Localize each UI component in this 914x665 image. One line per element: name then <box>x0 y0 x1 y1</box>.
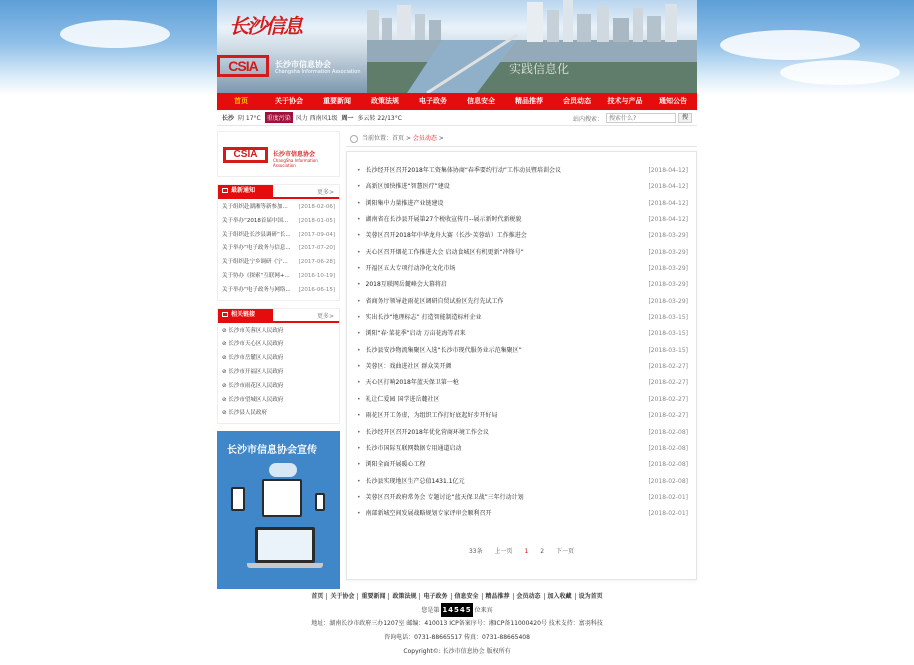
notices-header <box>218 185 339 199</box>
sidebar-logo <box>217 131 340 177</box>
search-button[interactable]: 搜 <box>678 113 692 123</box>
list-item[interactable] <box>222 229 335 243</box>
cloud <box>780 60 900 85</box>
article-title[interactable]: • 省商务厅领导赴雨花区调研自贸试验区先行先试工作 <box>357 294 504 310</box>
links-more-link[interactable]: 更多> <box>316 312 334 320</box>
link-icon: ⊘ 长沙市开福区人民政府 <box>222 368 284 375</box>
footer-link[interactable]: 精品推荐 <box>483 593 514 600</box>
org-name-en: Changsha Information Association <box>275 69 361 75</box>
article-title[interactable]: • 2018互联网岳麓峰会大幕将启 <box>357 277 447 293</box>
article-row[interactable] <box>357 375 688 391</box>
link-text[interactable]: 长沙市天心区人民政府 <box>228 341 284 348</box>
notice-date: [2016-10-19] <box>298 272 335 279</box>
article-date: [2018-03-29] <box>648 265 688 273</box>
footer-copyright: Copyright©: 长沙市信息协会 版权所有 <box>403 648 511 655</box>
cloud-icon <box>269 463 297 477</box>
article-title[interactable]: • 浏阳集中力量推进产业链建设 <box>357 196 444 212</box>
link-icon: ⊘ 长沙市望城区人民政府 <box>222 396 284 403</box>
header-banner <box>217 0 697 93</box>
list-item[interactable] <box>222 242 335 256</box>
nav-item-tech[interactable]: 技术与产品 <box>607 97 643 105</box>
list-item[interactable] <box>222 352 335 366</box>
article-date: [2018-04-12] <box>648 199 688 207</box>
article-title[interactable]: • 开福区五大专项行动净化文化市场 <box>357 261 456 277</box>
phone-icon <box>231 487 245 511</box>
monitor-icon <box>222 188 228 193</box>
article-date: [2018-02-27] <box>648 379 688 387</box>
notice-date: [2018-02-06] <box>298 204 335 210</box>
visitor-count: 14545 <box>441 603 472 617</box>
pager-next[interactable]: 下一页 <box>555 548 574 555</box>
article-title[interactable]: • 南部新城空间发展战略规划专家评审会顺利召开 <box>357 506 492 522</box>
weather-day: 周一 <box>341 115 354 122</box>
article-date: [2018-02-08] <box>648 477 688 485</box>
article-row[interactable] <box>357 343 688 359</box>
links-list <box>218 323 339 424</box>
notices-list <box>218 199 339 300</box>
article-row[interactable] <box>357 441 688 457</box>
article-title[interactable]: • 长沙市国际互联网数据专用通道启动 <box>357 441 462 457</box>
breadcrumb-tail: > <box>436 135 444 142</box>
notice-title[interactable]: 关于组织赴长沙县调研“长... <box>222 231 291 238</box>
footer-link[interactable]: 会员动态 <box>514 593 545 600</box>
article-title[interactable]: • 浏阳全面开展暖心工程 <box>357 457 426 473</box>
footer-link[interactable]: 电子政务 <box>420 593 451 600</box>
cloud <box>720 30 860 60</box>
article-date: [2018-02-27] <box>648 363 688 371</box>
footer-links <box>217 590 697 603</box>
notice-date: [2016-06-15] <box>298 286 335 293</box>
article-date: [2018-03-29] <box>648 281 688 289</box>
article-list-card <box>346 151 697 580</box>
arrow-icon <box>350 135 358 143</box>
article-row[interactable] <box>357 506 688 522</box>
article-row[interactable] <box>357 425 688 441</box>
monitor-icon <box>222 312 228 317</box>
link-icon: ⊘ 长沙市芙蓉区人民政府 <box>222 327 284 334</box>
links-title-text: 相关链接 <box>231 310 256 318</box>
list-item[interactable] <box>222 270 335 284</box>
main-content <box>346 131 697 580</box>
search-input[interactable] <box>606 113 676 123</box>
visitor-prefix: 您是第 <box>421 607 440 614</box>
article-row[interactable] <box>357 163 688 179</box>
list-item[interactable] <box>222 325 335 339</box>
article-title[interactable]: • 雨花区开工务虚，为组织工作打好底起好步开好局 <box>357 408 498 424</box>
notice-title[interactable]: 关于协办《探索“互联网+... <box>222 272 290 279</box>
footer-link[interactable]: 政策法规 <box>389 593 420 600</box>
sidebar-org-name-en: ChangSha Information Association <box>273 158 318 168</box>
laptop-base <box>247 563 323 568</box>
nav-item-security[interactable]: 信息安全 <box>467 97 495 105</box>
footer <box>217 590 697 659</box>
pager-page-2[interactable]: 2 <box>540 548 545 555</box>
footer-link[interactable]: 设为首页 <box>578 593 603 600</box>
article-list <box>347 152 696 523</box>
article-date: [2018-02-08] <box>648 461 688 469</box>
pager-prev[interactable]: 上一页 <box>494 548 513 555</box>
list-item[interactable] <box>222 366 335 380</box>
article-title[interactable]: • 长沙经开区召开2018年工资集体协商“春季要约行动”工作动员暨培训会议 <box>357 163 561 179</box>
article-row[interactable] <box>357 457 688 473</box>
notice-title[interactable]: 关于组织赴宁乡调研《宁... <box>222 259 288 266</box>
footer-link[interactable]: 信息安全 <box>452 593 483 600</box>
links-header <box>218 309 339 323</box>
promo-banner[interactable] <box>217 431 340 589</box>
article-date: [2018-02-08] <box>648 428 688 436</box>
article-title[interactable]: • 礼让仁爱园 国学进岳麓社区 <box>357 392 439 408</box>
nav-item-notices[interactable]: 通知公告 <box>659 97 687 105</box>
article-title[interactable]: • 芙蓉区召开2018年中华龙舟大赛（长沙·芙蓉站）工作推进会 <box>357 228 527 244</box>
article-title[interactable]: • 长沙县实现地区生产总值1431.1亿元 <box>357 474 465 490</box>
nav-item-member-news[interactable]: 会员动态 <box>563 97 591 105</box>
article-row[interactable] <box>357 326 688 342</box>
article-date: [2018-03-29] <box>648 297 688 305</box>
air-quality-badge: 重度污染 <box>265 112 293 123</box>
notices-more-link[interactable]: 更多> <box>316 189 334 196</box>
org-name: 长沙市信息协会 <box>275 60 331 69</box>
weather-wind: 风力 西南风1级 <box>295 115 338 122</box>
footer-link[interactable]: 重要新闻 <box>358 593 389 600</box>
footer-link[interactable]: 首页 <box>308 593 327 600</box>
article-row[interactable] <box>357 277 688 293</box>
article-row[interactable] <box>357 474 688 490</box>
list-item[interactable] <box>222 338 335 352</box>
article-row[interactable] <box>357 179 688 195</box>
weather-condition: 阴 17°C <box>238 115 261 122</box>
pagination <box>347 546 696 555</box>
article-date: [2018-02-08] <box>648 444 688 452</box>
csia-logo-small: CSIA <box>223 147 268 163</box>
list-item[interactable] <box>222 284 335 298</box>
notice-title[interactable]: 关于组织赴湖湘等新参加... <box>222 204 288 210</box>
article-row[interactable] <box>357 294 688 310</box>
notice-title[interactable]: 关于举办“电子政务与网络... <box>222 286 291 293</box>
article-title[interactable]: • 实出长沙“地理标志” 打造智能制造标杆企业 <box>357 310 482 326</box>
article-row[interactable] <box>357 408 688 424</box>
link-icon: ⊘ 长沙市岳麓区人民政府 <box>222 355 284 362</box>
link-icon: ⊘ 长沙市雨花区人民政府 <box>222 382 284 389</box>
weather-city: 长沙 <box>222 115 235 122</box>
sidebar-org-name: 长沙市信息协会 <box>273 151 316 158</box>
sidebar <box>217 131 340 589</box>
notices-title <box>218 185 273 197</box>
notices-title-text: 最新通知 <box>231 187 256 194</box>
weather-forecast: 多云转 22/13°C <box>357 115 402 122</box>
link-text[interactable]: 长沙县人民政府 <box>228 410 267 417</box>
pager-count: 33条 <box>468 548 483 555</box>
site-search <box>573 113 692 123</box>
link-text[interactable]: 长沙市雨花区人民政府 <box>228 382 284 389</box>
article-title[interactable]: • 天心区打响2018年蓝天保卫第一枪 <box>357 375 459 391</box>
main-nav <box>217 93 697 110</box>
list-item[interactable] <box>222 380 335 394</box>
article-row[interactable] <box>357 212 688 228</box>
footer-phone: 咨询电话：0731-88665517 传真：0731-88665408 <box>384 634 530 641</box>
weather-bar <box>217 110 697 126</box>
tablet-icon <box>262 479 302 517</box>
article-title[interactable]: • 长沙经开区召开2018年优化营商环境工作会议 <box>357 425 489 441</box>
footer-link[interactable]: 关于协会 <box>327 593 358 600</box>
notice-title[interactable]: 关于举办“2018首届中国... <box>222 217 289 224</box>
article-row[interactable] <box>357 228 688 244</box>
breadcrumb-prefix: 当前位置： <box>362 135 393 142</box>
nav-item-about[interactable]: 关于协会 <box>275 97 303 105</box>
notice-date: [2018-01-05] <box>298 217 335 224</box>
article-date: [2018-04-12] <box>648 183 688 191</box>
article-row[interactable] <box>357 310 688 326</box>
article-title[interactable]: • 长沙县安沙物流集聚区入选“长沙市现代服务业示范集聚区” <box>357 343 522 359</box>
links-title <box>218 309 273 321</box>
article-title[interactable]: • 浏阳“春·菜花季”启动 万亩花海等君来 <box>357 326 466 342</box>
nav-item-featured[interactable]: 精品推荐 <box>515 97 543 105</box>
notice-date: [2017-06-28] <box>298 259 335 266</box>
breadcrumb-home[interactable]: 首页 <box>392 135 405 142</box>
article-row[interactable] <box>357 245 688 261</box>
article-title[interactable]: • 高新区加快推进“智慧医疗”建设 <box>357 179 450 195</box>
article-date: [2018-02-27] <box>648 395 688 403</box>
nav-item-policy[interactable]: 政策法规 <box>371 97 399 105</box>
article-date: [2018-03-15] <box>648 346 688 354</box>
nav-item-home[interactable]: 首页 <box>234 97 248 105</box>
article-date: [2018-03-29] <box>648 248 688 256</box>
breadcrumb-current[interactable]: 会员动态 <box>412 135 437 142</box>
list-item[interactable] <box>222 256 335 270</box>
links-panel <box>217 308 340 425</box>
csia-logo: CSIA <box>217 55 269 77</box>
article-date: [2018-04-12] <box>648 216 688 224</box>
article-date: [2018-03-15] <box>648 330 688 338</box>
notices-panel <box>217 184 340 301</box>
promo-title: 长沙市信息协会宣传 <box>227 445 317 457</box>
article-row[interactable] <box>357 392 688 408</box>
visitor-counter <box>217 603 697 617</box>
article-title[interactable]: • 芙蓉区召开政府常务会 专题讨论“蓝天保卫战”三年行动计划 <box>357 490 524 506</box>
link-text[interactable]: 长沙市望城区人民政府 <box>228 396 284 403</box>
link-text[interactable]: 长沙市开福区人民政府 <box>228 368 284 375</box>
link-text[interactable]: 长沙市岳麓区人民政府 <box>228 355 284 362</box>
pager-page-1[interactable]: 1 <box>524 548 529 555</box>
phone-icon <box>315 493 325 511</box>
nav-item-news[interactable]: 重要新闻 <box>323 97 351 105</box>
footer-address: 地址：湖南长沙市政府三办1207室 邮编：410013 ICP备案序号：湘ICP备11000420号 技术支持：富羽科技 <box>311 620 603 627</box>
list-item[interactable] <box>222 407 335 421</box>
article-date: [2018-02-01] <box>648 510 688 518</box>
article-date: [2018-02-01] <box>648 493 688 501</box>
footer-link[interactable]: 加入收藏 <box>545 593 576 600</box>
link-icon: ⊘ 长沙县人民政府 <box>222 410 267 417</box>
article-row[interactable] <box>357 196 688 212</box>
list-item[interactable] <box>222 215 335 229</box>
article-date: [2018-04-12] <box>648 167 688 174</box>
article-row[interactable] <box>357 359 688 375</box>
article-date: [2018-03-29] <box>648 232 688 240</box>
link-icon: ⊘ 长沙市天心区人民政府 <box>222 341 284 348</box>
nav-item-egov[interactable]: 电子政务 <box>419 97 447 105</box>
article-row[interactable] <box>357 261 688 277</box>
breadcrumb <box>346 131 697 147</box>
article-title[interactable]: • 天心区召开烟花工作推进大会 启动食城区有机更新“冲锋号” <box>357 245 524 261</box>
notice-date: [2017-07-20] <box>298 245 335 252</box>
visitor-suffix: 位来宾 <box>474 607 493 614</box>
link-text[interactable]: 长沙市芙蓉区人民政府 <box>228 327 284 334</box>
article-title[interactable]: • 芙蓉区：戏曲进社区 群众笑开颜 <box>357 359 451 375</box>
list-item[interactable] <box>222 201 335 215</box>
article-date: [2018-03-15] <box>648 314 688 322</box>
article-row[interactable] <box>357 490 688 506</box>
notice-title[interactable]: 关于举办“电子政务与信息... <box>222 245 291 252</box>
article-title[interactable]: • 湖南省在长沙县开展第27个税收宣传月--展示新时代新税貌 <box>357 212 522 228</box>
calligraphy-logo: 长沙信息 <box>229 14 301 38</box>
slogan: 实践信息化 <box>509 62 570 76</box>
cloud <box>60 20 170 48</box>
breadcrumb-separator: > <box>404 135 413 142</box>
article-date: [2018-02-27] <box>648 412 688 420</box>
list-item[interactable] <box>222 394 335 408</box>
notice-date: [2017-09-04] <box>298 231 335 238</box>
laptop-icon <box>255 527 315 563</box>
search-label: 站内搜索： <box>572 115 603 123</box>
